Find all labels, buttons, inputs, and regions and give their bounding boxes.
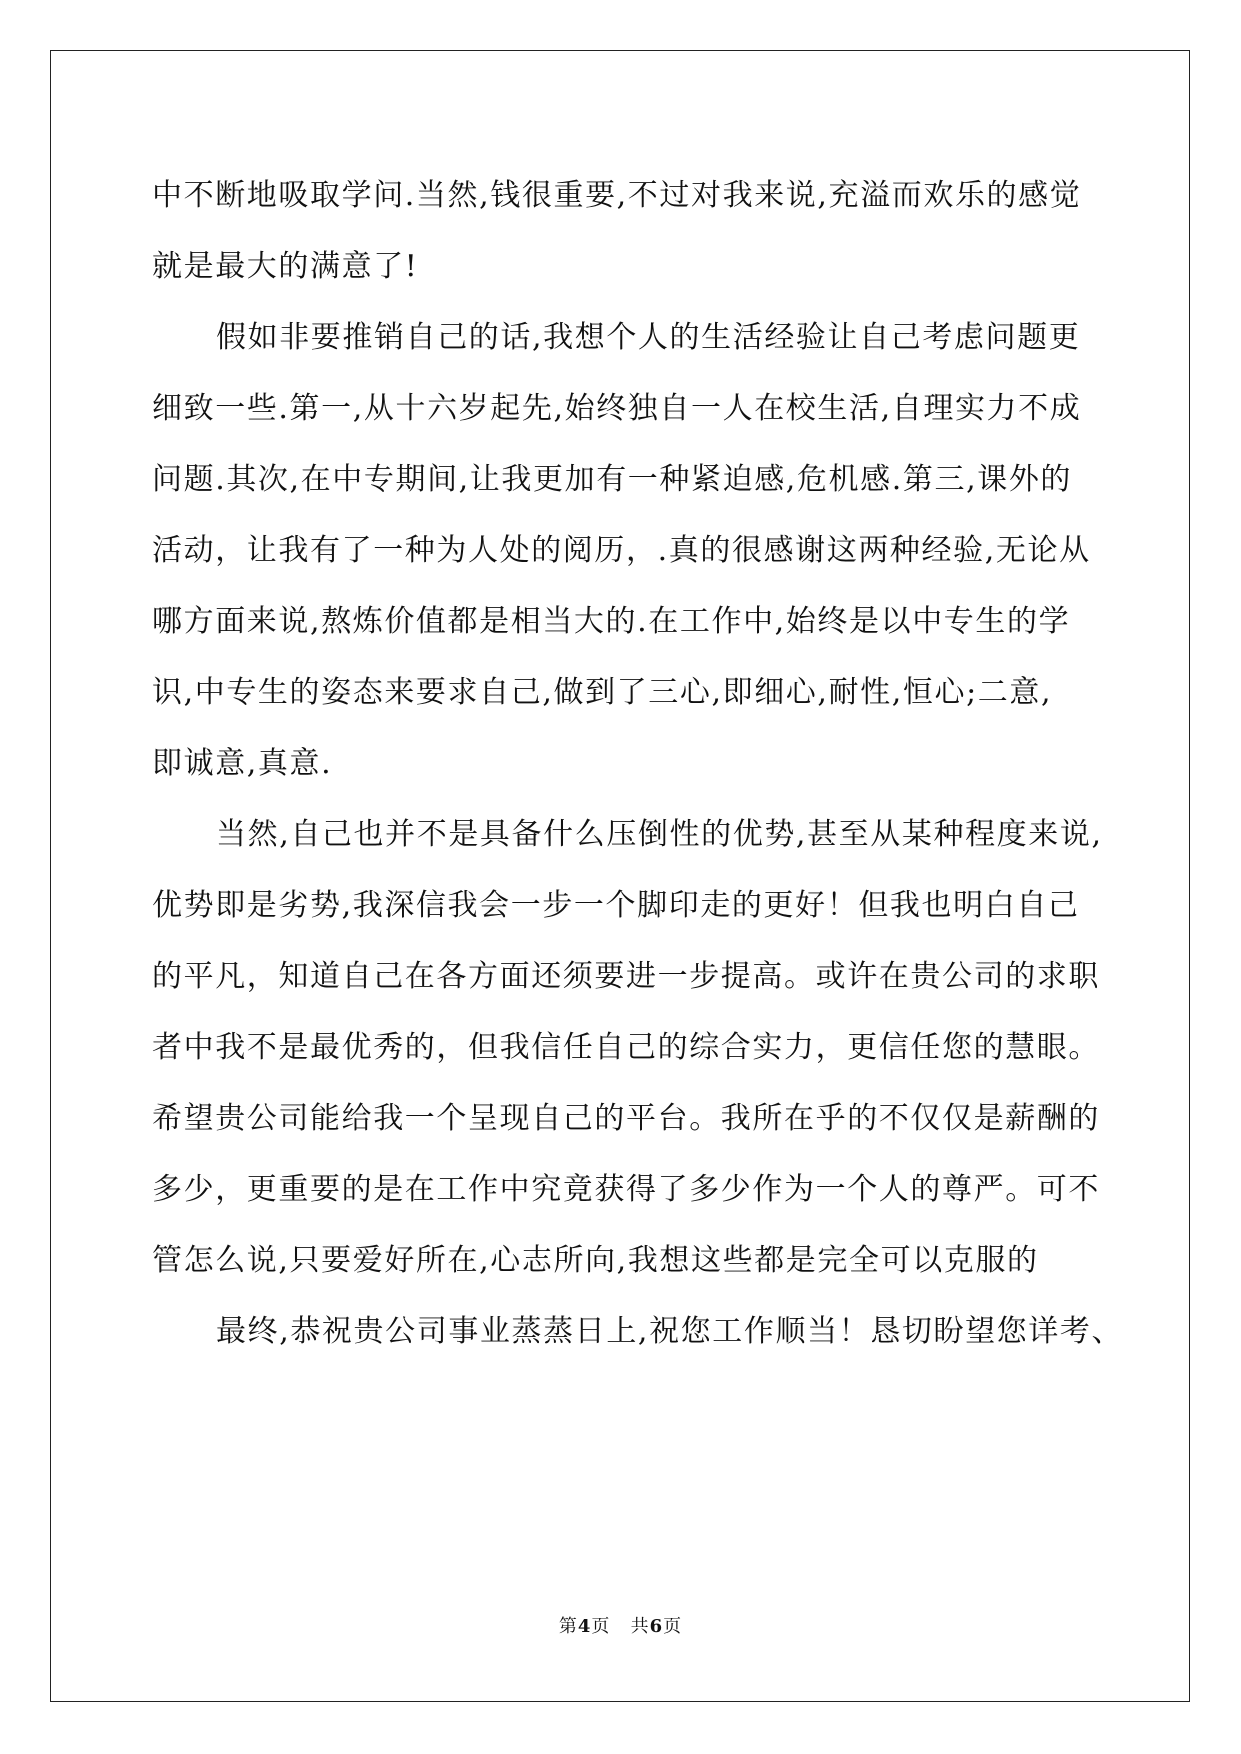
page-footer: [0, 1612, 1241, 1638]
text-line: 就是最大的满意了!: [152, 249, 419, 284]
text-line: 识,中专生的姿态来要求自己,做到了三心,即细心,耐性,恒心;二意,: [152, 675, 1053, 710]
text-line: 问题.其次,在中专期间,让我更加有一种紧迫感,危机感.第三,课外的: [152, 462, 1073, 497]
text-line: 优势即是劣势,我深信我会一步一个脚印走的更好！但我也明白自己: [152, 888, 1080, 923]
document-body: [152, 160, 1124, 1367]
text-line: 当然,自己也并不是具备什么压倒性的优势,甚至从某种程度来说,: [216, 817, 1103, 852]
text-line: 假如非要推销自己的话,我想个人的生活经验让自己考虑问题更: [216, 320, 1081, 355]
current-page-number: 4: [577, 1616, 592, 1637]
text-line: 管怎么说,只要爱好所在,心志所向,我想这些都是完全可以克服的: [152, 1243, 1039, 1278]
text-line: 活动，让我有了一种为人处的阅历，.真的很感谢这两种经验,无论从: [152, 533, 1091, 568]
text-line: 即诚意,真意.: [152, 746, 333, 781]
text-line: 多少，更重要的是在工作中究竟获得了多少作为一个人的尊严。可不: [152, 1172, 1100, 1207]
footer-total-suffix: 页: [663, 1616, 683, 1637]
text-line: 希望贵公司能给我一个呈现自己的平台。我所在乎的不仅仅是薪酬的: [152, 1101, 1100, 1136]
total-pages-number: 6: [649, 1616, 664, 1637]
footer-total-prefix: 共: [630, 1616, 650, 1637]
text-line: 者中我不是最优秀的，但我信任自己的综合实力，更信任您的慧眼。: [152, 1030, 1100, 1065]
footer-page-word: 页: [591, 1616, 611, 1637]
text-line: 哪方面来说,熬炼价值都是相当大的.在工作中,始终是以中专生的学: [152, 604, 1071, 639]
text-line: 细致一些.第一,从十六岁起先,始终独自一人在校生活,自理实力不成: [152, 391, 1082, 426]
footer-prefix: 第: [558, 1616, 578, 1637]
text-line: 中不断地吸取学问.当然,钱很重要,不过对我来说,充溢而欢乐的感觉: [152, 178, 1082, 213]
text-line: 的平凡，知道自己在各方面还须要进一步提高。或许在贵公司的求职: [152, 959, 1100, 994]
text-line: 最终,恭祝贵公司事业蒸蒸日上,祝您工作顺当！恳切盼望您详考、: [216, 1314, 1124, 1349]
